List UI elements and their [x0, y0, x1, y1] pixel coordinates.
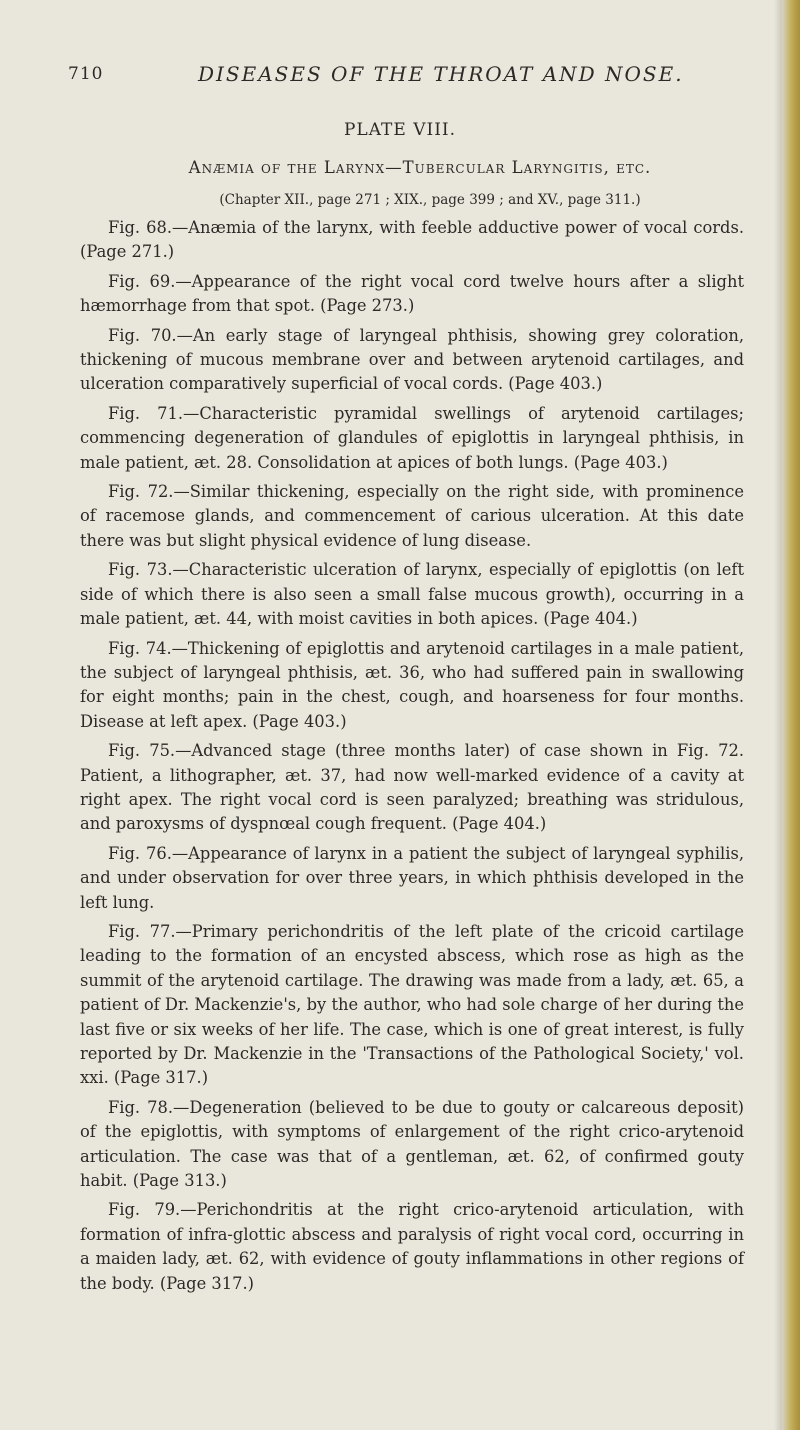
running-title: DISEASES OF THE THROAT AND NOSE. — [198, 62, 684, 86]
page-number: 710 — [68, 64, 104, 84]
chapter-reference: (Chapter XII., page 271 ; XIX., page 399 ; and XV., page 311.) — [219, 192, 641, 208]
page-edge — [782, 0, 800, 1430]
figure-caption-68: Fig. 68.—Anæmia of the larynx, with feeble adductive power of vocal cords. (Page 271.) — [80, 218, 744, 262]
figure-caption-79: Fig. 79.—Perichondritis at the right crico-arytenoid articulation, with formation of infra-glottic abscess and paralysis of right vocal cord, occurring in a maiden lady, æt. 62, with evidence of gouty inflammations in other regions of the body. (Page 317.) — [80, 1200, 744, 1293]
figure-caption-69: Fig. 69.—Appearance of the right vocal cord twelve hours after a slight hæmorrhage from that spot. (Page 273.) — [80, 271, 744, 316]
figure-caption-75: Fig. 75.—Advanced stage (three months later) of case shown in Fig. 72. Patient, a lithographer, æt. 37, had now well-marked evidence of a cavity at right apex. The right vocal cord is seen paralyzed; breathing was stridulous, and paroxysms of dyspnœal cough frequent. (Page 404.) — [80, 741, 744, 834]
figure-caption-70: Fig. 70.—An early stage of laryngeal phthisis, showing grey coloration, thickening of mucous membrane over and between arytenoid cartilages, and ulceration comparatively superficial of vocal cords. (Page 403.) — [80, 325, 744, 394]
page-gutter-shadow — [774, 0, 782, 1430]
figure-caption-72: Fig. 72.—Similar thickening, especially on the right side, with prominence of racemose glands, and commencement of carious ulceration. At this date there was but slight physical evidence of lung disease. — [80, 482, 744, 550]
figure-captions — [80, 216, 744, 1301]
figure-caption-71: Fig. 71.—Characteristic pyramidal swellings of arytenoid cartilages; commencing degeneration of glandules of epiglottis in laryngeal phthisis, in male patient, æt. 28. Consolidation at apices of both lungs. (Page 403.) — [80, 403, 744, 472]
figure-caption-76: Fig. 76.—Appearance of larynx in a patient the subject of laryngeal syphilis, and under observation for over three years, in which phthisis developed in the left lung. — [80, 843, 744, 912]
running-head — [68, 62, 728, 92]
figure-caption-74: Fig. 74.—Thickening of epiglottis and arytenoid cartilages in a male patient, the subject of laryngeal phthisis, æt. 36, who had suffered pain in swallowing for eight months; pain in the chest, cough, and hoarseness for four months. Disease at left apex. (Page 403.) — [80, 638, 744, 731]
plate-title: PLATE VIII. — [343, 120, 457, 140]
plate-subtitle: Anæmia of the Larynx—Tubercular Laryngitis, etc. — [188, 158, 652, 177]
figure-caption-77: Fig. 77.—Primary perichondritis of the left plate of the cricoid cartilage leading to the formation of an encysted abscess, which rose as high as the summit of the arytenoid cartilage. The drawing was made from a lady, æt. 65, a patient of Dr. Mackenzie's, by the author, who had sole charge of her during the last five or six weeks of her life. The case, which is one of great interest, is fully reported by Dr. Mackenzie in the 'Transactions of the Pathological Society,' vol. xxi. (Page 317.) — [80, 921, 744, 1088]
figure-caption-78: Fig. 78.—Degeneration (believed to be due to gouty or calcareous deposit) of the epiglottis, with symptoms of enlargement of the right crico-arytenoid articulation. The case was that of a gentleman, æt. 62, of confirmed gouty habit. (Page 313.) — [80, 1097, 744, 1191]
figure-caption-73: Fig. 73.—Characteristic ulceration of larynx, especially of epiglottis (on left side of which there is also seen a small false mucous growth), occurring in a male patient, æt. 44, with moist cavities in both apices. (Page 404.) — [80, 560, 744, 629]
